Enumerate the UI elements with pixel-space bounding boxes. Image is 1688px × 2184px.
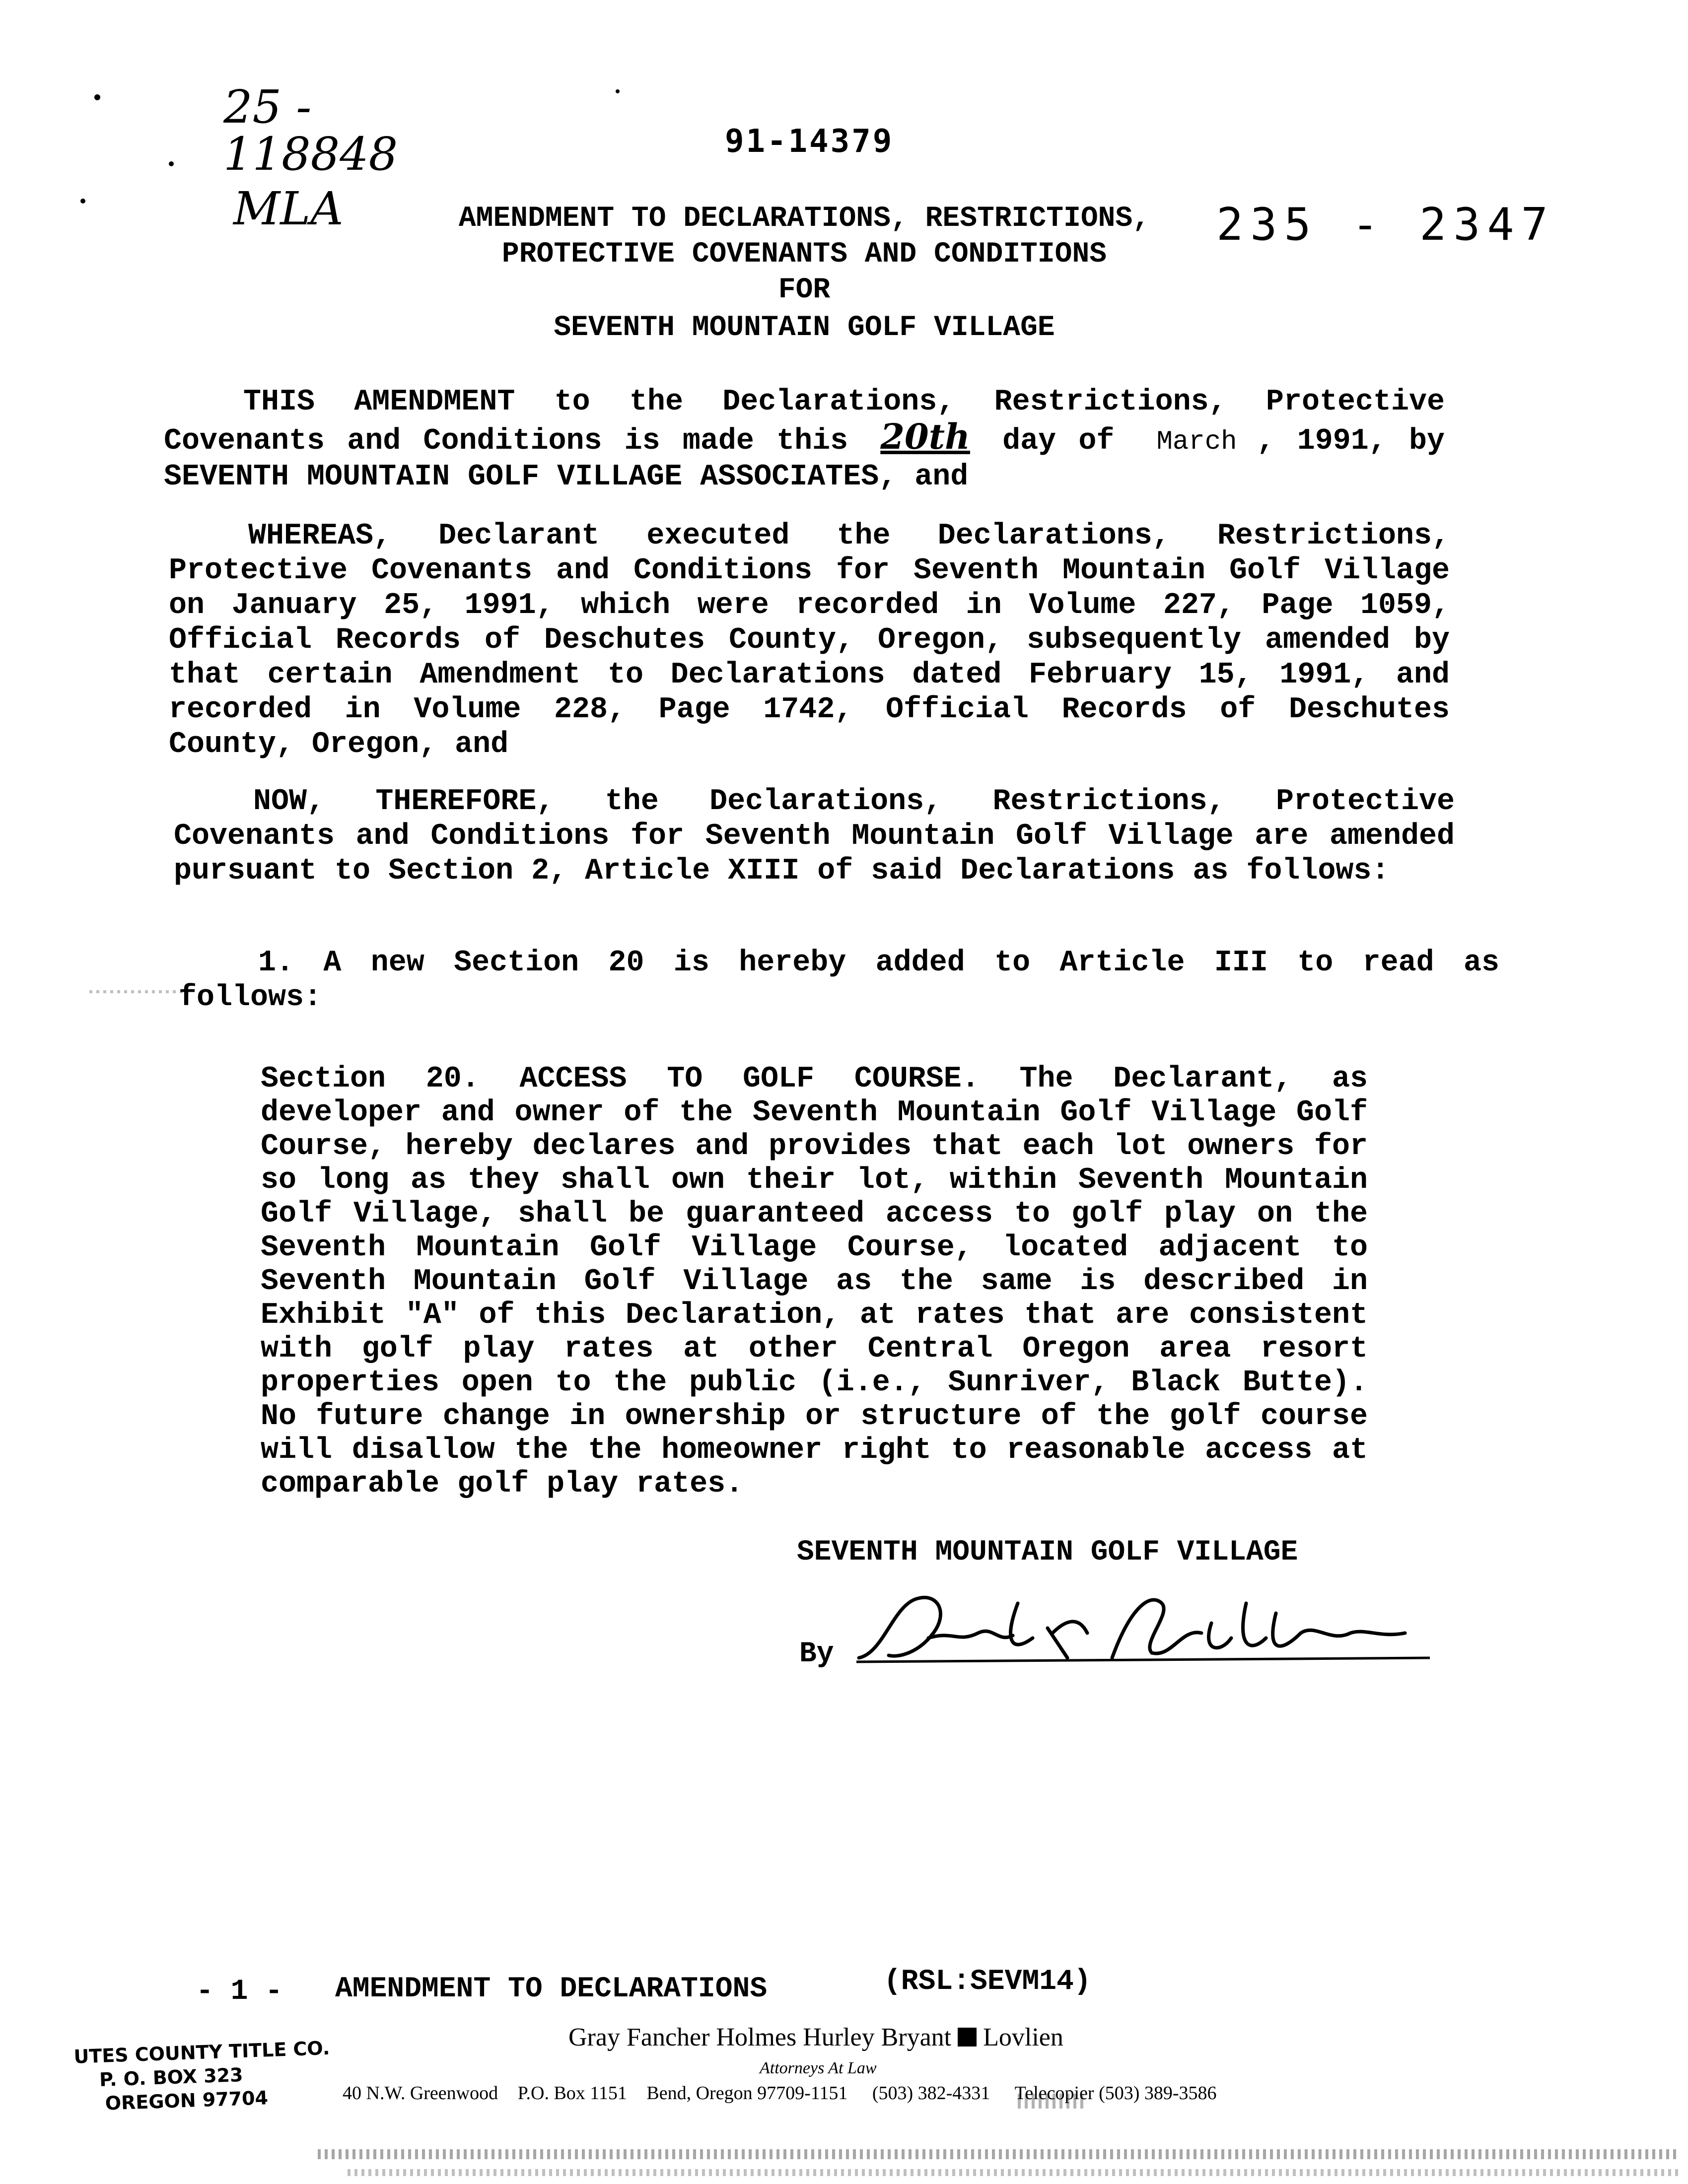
now-therefore-paragraph: NOW, THEREFORE, the Declarations, Restrictions, Protective Covenants and Conditions for Seventh Mountain Golf Village are amended pursuant to Section 2, Article XIII of said Declarations as follows: — [174, 785, 1455, 888]
scan-noise — [89, 990, 189, 993]
firm-name: Gray Fancher Holmes Hurley Bryant — [568, 2023, 952, 2051]
scan-noise — [1018, 2094, 1087, 2109]
scan-speck — [616, 89, 620, 93]
scan-noise — [348, 2169, 1678, 2176]
signature — [854, 1583, 1435, 1668]
scan-speck — [94, 94, 100, 100]
handwritten-note-1: 25 - — [223, 80, 312, 134]
intro-day-of: day of — [1002, 424, 1115, 458]
handwritten-note-3: MLA — [233, 182, 344, 235]
scan-speck — [80, 199, 85, 204]
letterhead-city: Bend, Oregon 97709-1151 — [646, 2083, 848, 2104]
title-line-3: FOR — [778, 274, 831, 306]
footer-reference: (RSL:SEVM14) — [884, 1966, 1091, 1998]
signature-scrawl — [854, 1583, 1435, 1668]
whereas-paragraph: WHEREAS, Declarant executed the Declarations, Restrictions, Protective Covenants and Conditions for Seventh Mountain Golf Village on January 25, 1991, which were recorded in Volume 227, Page 1059, Official Records of Deschutes County, Oregon, subsequently amended by that certain Amendment to Declarations dated February 15, 1991, and recorded in Volume 228, Page 1742, Official Records of Deschutes County, Oregon, and — [169, 519, 1450, 761]
title-line-2: PROTECTIVE COVENANTS AND CONDITIONS — [501, 238, 1107, 271]
stamp-line-1: UTES COUNTY TITLE CO. — [73, 2037, 330, 2068]
section-20-text: Section 20. ACCESS TO GOLF COURSE. The Declarant, as developer and owner of the Seventh Mountain Golf Village Golf Course, hereby declares and provides that each lot owners for so long as they shall own their lot, within Seventh Mountain Golf Village, shall be guaranteed access to golf play on the Seventh Mountain Golf Village Course, located adjacent to Seventh Mountain Golf Village as the same is described in Exhibit "A" of this Declaration, at rates that are consistent with golf play rates at other Central Oregon area resort properties open to the public (i.e., Sunriver, Black Butte). No future change in ownership or structure of the golf course will disallow the the homeowner right to reasonable access at comparable golf play rates. — [261, 1062, 1368, 1501]
scan-speck — [169, 161, 174, 166]
title-line-4: SEVENTH MOUNTAIN GOLF VILLAGE — [554, 312, 1055, 344]
document-number: 91-14379 — [725, 123, 894, 160]
stamp-line-2: P. O. BOX 323 — [99, 2063, 244, 2091]
letterhead-subtitle: Attorneys At Law — [760, 2059, 877, 2077]
letterhead-phone: (503) 382-4331 — [872, 2083, 990, 2104]
intro-month: March — [1156, 427, 1237, 457]
item-1-paragraph: 1. A new Section 20 is hereby added to Article III to read as follows: — [179, 946, 1499, 1015]
scan-noise — [318, 2149, 1678, 2159]
handwritten-day: 20th — [880, 416, 970, 457]
intro-rest: , 1991, by SEVENTH MOUNTAIN GOLF VILLAGE ASSOCIATES, and — [164, 424, 1445, 494]
recording-stamp-number: 235 - 2347 — [1216, 199, 1555, 251]
title-line-1: AMENDMENT TO DECLARATIONS, RESTRICTIONS, — [458, 203, 1150, 235]
signature-by-label: By — [799, 1638, 834, 1670]
handwritten-note-2: 118848 — [223, 128, 398, 181]
letterhead-firm — [568, 2023, 1063, 2052]
title-company-stamp — [73, 2035, 354, 2116]
footer-doc-title: AMENDMENT TO DECLARATIONS — [335, 1973, 768, 2005]
firm-square-icon — [958, 2028, 977, 2047]
letterhead-address: 40 N.W. Greenwood — [343, 2083, 498, 2104]
intro-paragraph — [164, 385, 1445, 494]
letterhead-pobox: P.O. Box 1151 — [517, 2083, 627, 2104]
signature-entity: SEVENTH MOUNTAIN GOLF VILLAGE — [797, 1536, 1298, 1569]
footer-page-number: - 1 - — [196, 1976, 283, 2008]
intro-text: THIS AMENDMENT to the Declarations, Restrictions, Protective Covenants and Conditions is made this — [164, 385, 1445, 458]
document-title — [318, 201, 1291, 346]
firm-name-last: Lovlien — [983, 2023, 1063, 2051]
letterhead-fax: Telecopier (503) 389-3586 — [1014, 2083, 1217, 2104]
stamp-line-3: OREGON 97704 — [105, 2087, 269, 2115]
